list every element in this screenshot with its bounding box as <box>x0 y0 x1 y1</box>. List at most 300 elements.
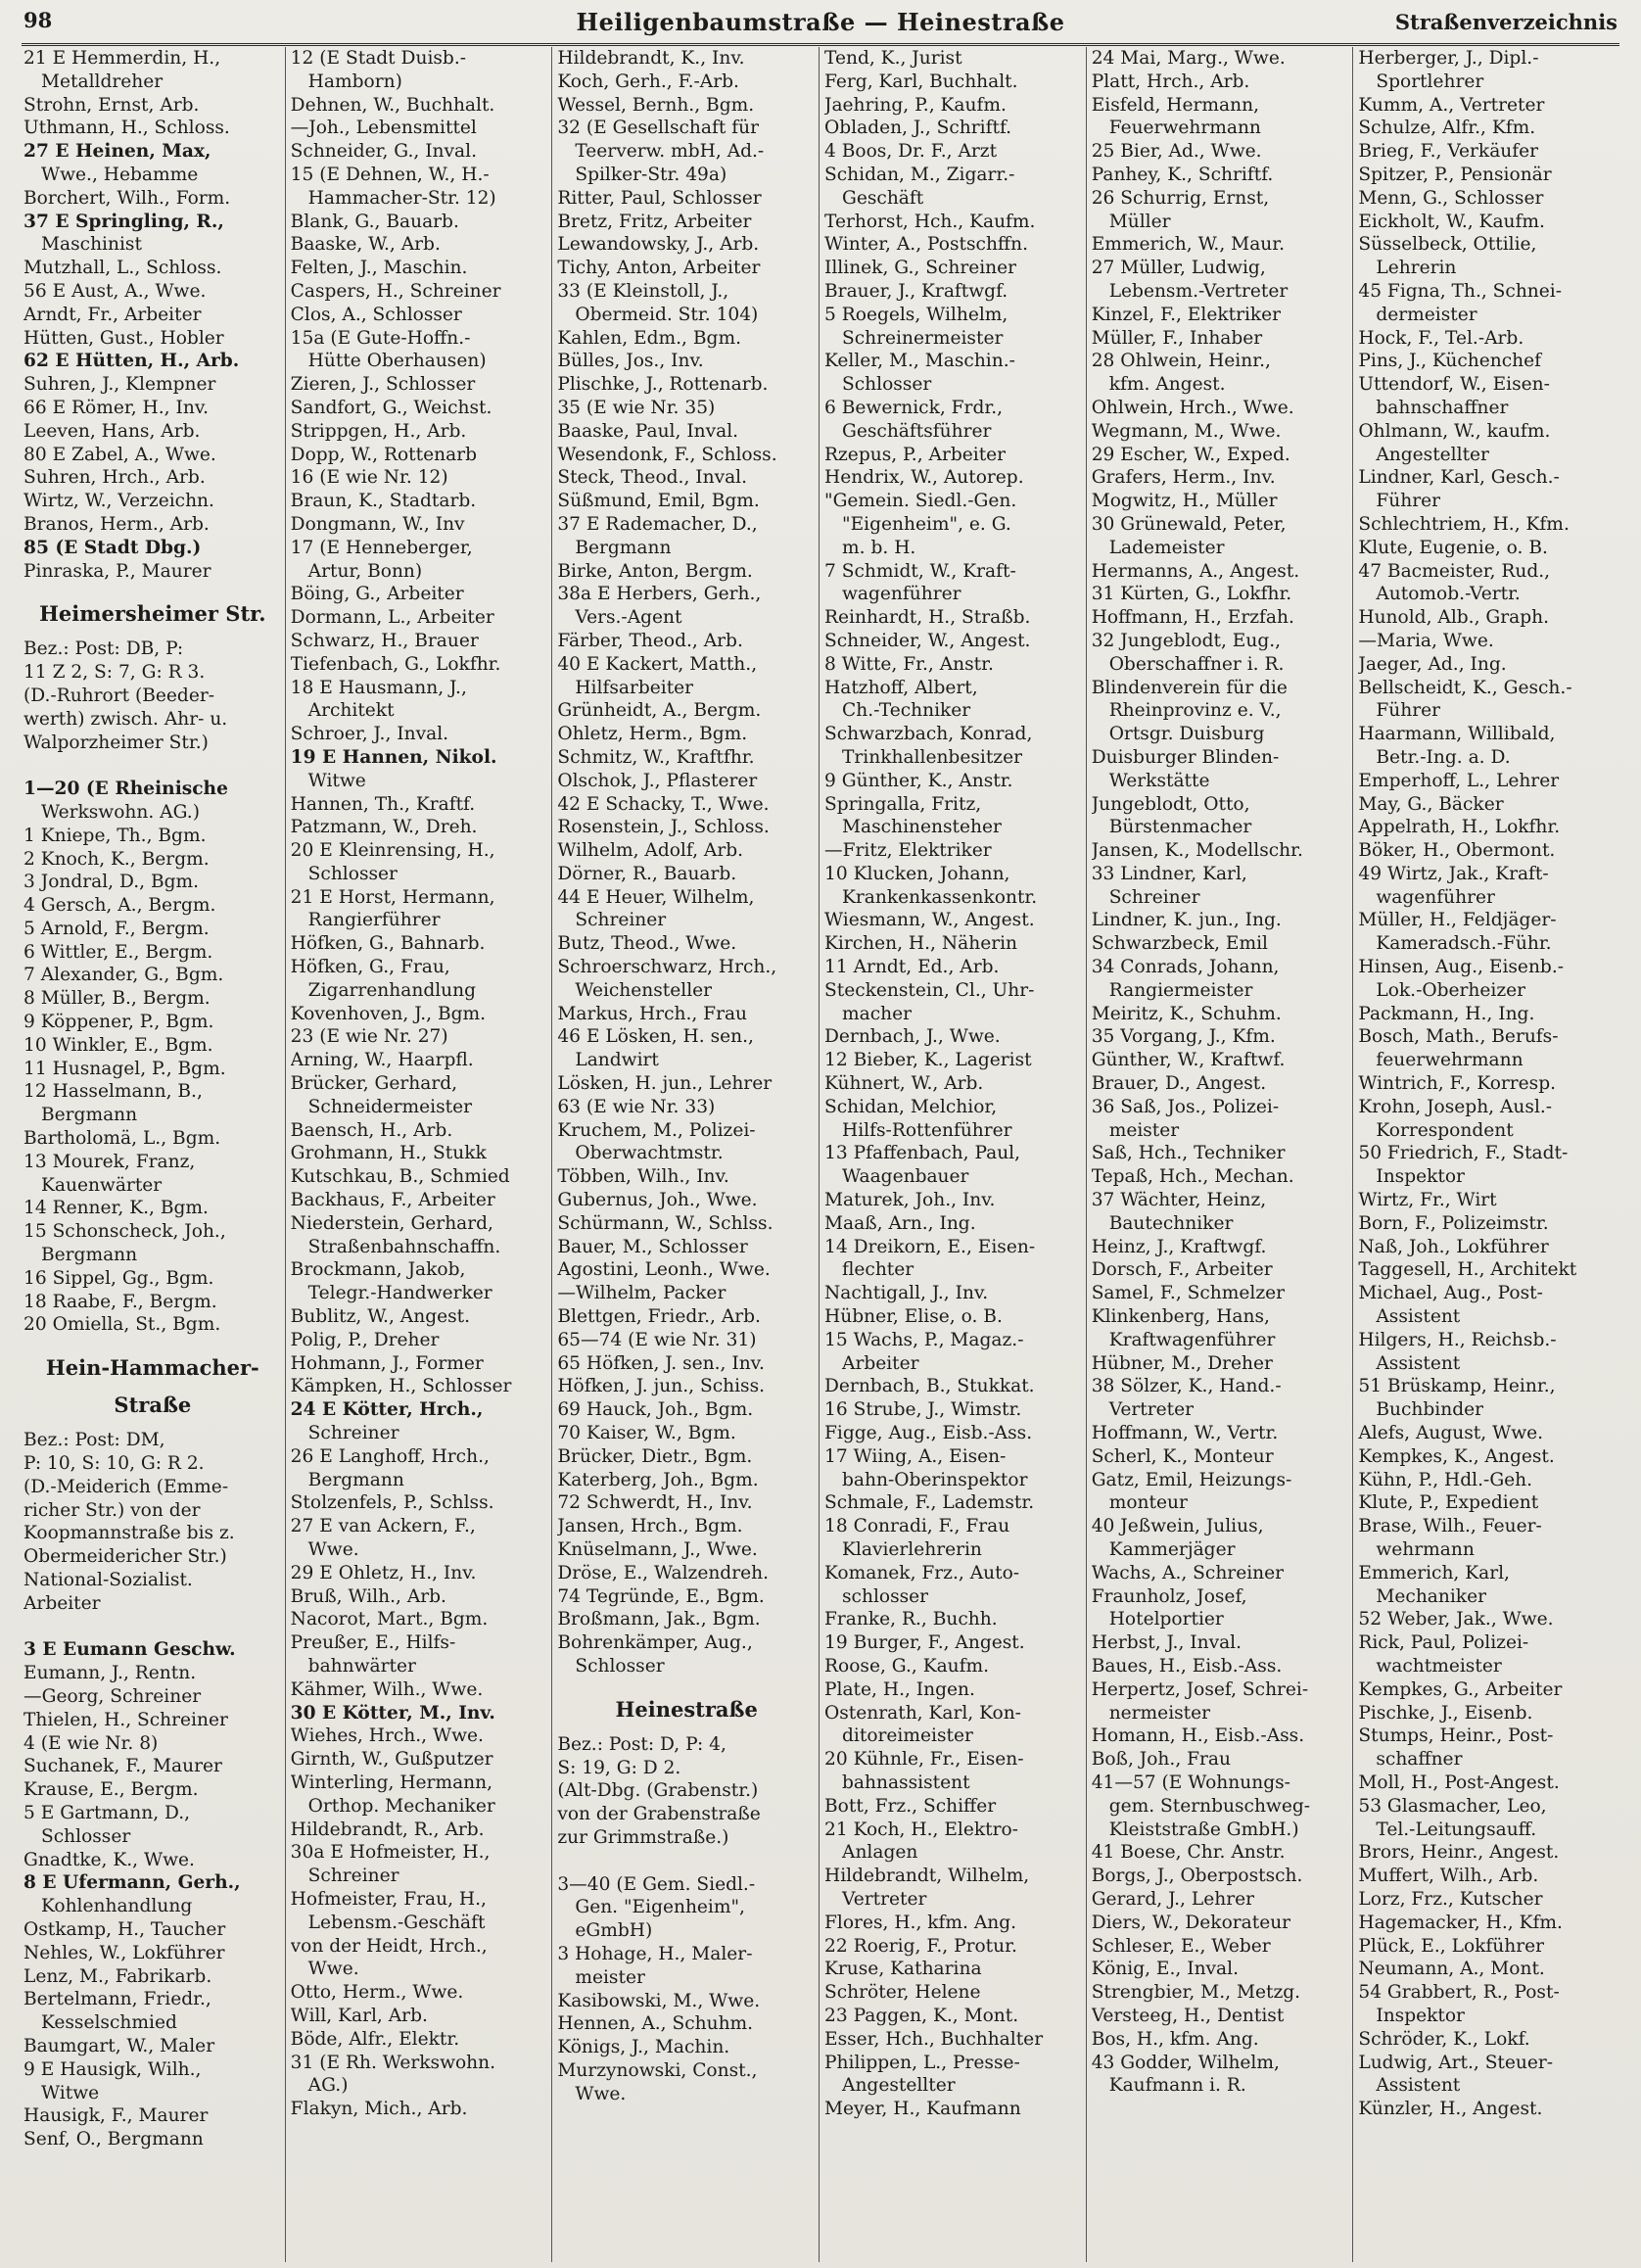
directory-entry: Baumgart, W., Maler <box>23 2035 215 2056</box>
directory-entry: Plate, H., Ingen. <box>824 1678 975 1700</box>
directory-entry: 26 E Langhoff, Hrch., <box>290 1445 490 1467</box>
directory-entry: Haarmann, Willibald, <box>1358 724 1556 745</box>
entry-continuation: Kohlenhandlung <box>41 1896 193 1917</box>
directory-entry: 51 Brüskamp, Heinr., <box>1358 1376 1556 1397</box>
directory-entry: zur Grimmstraße.) <box>557 1826 729 1848</box>
directory-entry: Stumps, Heinr., Post- <box>1358 1725 1554 1747</box>
directory-entry: Michael, Aug., Post- <box>1358 1283 1543 1304</box>
directory-entry: 53 Glasmacher, Leo, <box>1358 1795 1547 1817</box>
entry-continuation: Krankenkassenkontr. <box>842 886 1038 908</box>
directory-entry: Dehnen, W., Buchhalt. <box>290 94 495 116</box>
directory-entry: Dongmann, W., Inv <box>290 513 465 535</box>
directory-entry: 54 Grabbert, R., Post- <box>1358 1982 1560 2004</box>
directory-entry: Kumm, A., Vertreter <box>1358 94 1545 116</box>
directory-entry: 29 E Ohletz, H., Inv. <box>290 1562 477 1583</box>
directory-entry: Schwarzbach, Konrad, <box>824 724 1033 745</box>
directory-entry: Eisfeld, Hermann, <box>1091 94 1259 116</box>
directory-entry: 34 Conrads, Johann, <box>1091 957 1280 978</box>
directory-entry: Wachs, A., Schreiner <box>1091 1562 1285 1583</box>
directory-entry: Steckenstein, Cl., Uhr- <box>824 979 1035 1001</box>
directory-entry: Hildebrandt, Wilhelm, <box>824 1866 1030 1887</box>
entry-continuation: Buchbinder <box>1376 1399 1484 1421</box>
entry-continuation: macher <box>842 1003 913 1024</box>
directory-entry: Pischke, J., Eisenb. <box>1358 1702 1533 1724</box>
entry-continuation: bahnassistent <box>842 1772 970 1793</box>
directory-entry: Bez.: Post: D, P: 4, <box>557 1733 727 1755</box>
directory-entry: Taggesell, H., Architekt <box>1358 1259 1577 1281</box>
directory-entry: Brauer, D., Angest. <box>1091 1073 1267 1095</box>
column-4 <box>819 47 1086 2262</box>
directory-entry: 17 (E Henneberger, <box>290 537 473 558</box>
directory-entry: Rzepus, P., Arbeiter <box>824 444 1007 465</box>
directory-entry: Bohrenkämper, Aug., <box>557 1632 753 1654</box>
directory-entry: Kruse, Katharina <box>824 1959 982 1980</box>
directory-entry: 31 (E Rh. Werkswohn. <box>290 2052 496 2073</box>
directory-entry: Jungeblodt, Otto, <box>1091 793 1250 815</box>
directory-entry: 50 Friedrich, F., Stadt- <box>1358 1143 1569 1164</box>
directory-entry: Bülles, Jos., Inv. <box>557 351 704 372</box>
directory-entry: Wirtz, W., Verzeichn. <box>23 491 214 512</box>
entry-continuation: flechter <box>842 1259 914 1281</box>
directory-entry: 31 Kürten, G., Lokfhr. <box>1091 584 1292 605</box>
directory-entry: Schidan, M., Zigarr.- <box>824 164 1015 185</box>
entry-continuation: wagenführer <box>1376 886 1495 908</box>
directory-entry: Hilgers, H., Reichsb.- <box>1358 1329 1557 1350</box>
directory-entry: Klute, Eugenie, o. B. <box>1358 537 1548 558</box>
entry-continuation: schaffner <box>1376 1749 1463 1771</box>
directory-entry: Klute, P., Expedient <box>1358 1492 1539 1514</box>
directory-entry: 49 Wirtz, Jak., Kraft- <box>1358 863 1549 884</box>
directory-entry: Terhorst, Hch., Kaufm. <box>824 211 1036 232</box>
directory-entry: Schneider, G., Inval. <box>290 141 477 163</box>
directory-entry: 35 (E wie Nr. 35) <box>557 397 716 418</box>
entry-continuation: Wwe. <box>307 1539 359 1560</box>
directory-entry: 17 Wiing, A., Eisen- <box>824 1445 1007 1467</box>
directory-entry: Höfken, G., Bahnarb. <box>290 933 486 955</box>
directory-entry: Brase, Wilh., Feuer- <box>1358 1516 1542 1537</box>
directory-entry: Gerard, J., Lehrer <box>1091 1888 1254 1910</box>
directory-entry: Bez.: Post: DB, P: <box>23 638 184 660</box>
directory-entry: Bott, Frz., Schiffer <box>824 1795 997 1817</box>
directory-entry: Ludwig, Art., Steuer- <box>1358 2052 1554 2073</box>
directory-entry: 4 Boos, Dr. F., Arzt <box>824 141 998 163</box>
entry-continuation: Architekt <box>307 700 395 722</box>
directory-entry: Kühnert, W., Arb. <box>824 1073 984 1095</box>
entry-continuation: Automob.-Vertr. <box>1376 584 1521 605</box>
directory-entry: Figge, Aug., Eisb.-Ass. <box>824 1423 1033 1444</box>
entry-continuation: Lebensm.-Geschäft <box>307 1912 486 1933</box>
entry-continuation: Lehrerin <box>1376 258 1457 279</box>
directory-entry: von der Grabenstraße <box>557 1804 761 1825</box>
entry-continuation: wachtmeister <box>1376 1655 1502 1677</box>
entry-continuation: Kameradsch.-Führ. <box>1376 933 1552 955</box>
directory-entry: Ohlmann, W., kaufm. <box>1358 420 1551 442</box>
directory-entry: Dernbach, J., Wwe. <box>824 1026 1001 1048</box>
directory-entry: Leeven, Hans, Arb. <box>23 420 201 442</box>
entry-continuation: Zigarrenhandlung <box>307 979 477 1001</box>
directory-entry: Tepaß, Hch., Mechan. <box>1091 1166 1294 1188</box>
directory-entry: 2 Knoch, K., Bergm. <box>23 848 210 870</box>
directory-entry: Scherl, K., Monteur <box>1091 1445 1274 1467</box>
directory-entry: Versteeg, H., Dentist <box>1091 2005 1285 2026</box>
directory-entry: Kruchem, M., Polizei- <box>557 1119 756 1141</box>
directory-entry: Backhaus, F., Arbeiter <box>290 1190 495 1211</box>
entry-continuation: Bergmann <box>575 537 672 558</box>
street-heading: Hein-Hammacher- <box>45 1355 259 1381</box>
directory-entry: Hock, F., Tel.-Arb. <box>1358 327 1524 349</box>
directory-entry: Dopp, W., Rottenarb <box>290 444 477 465</box>
directory-entry: 70 Kaiser, W., Bgm. <box>557 1423 736 1444</box>
entry-continuation: Schlosser <box>41 1825 131 1847</box>
directory-entry: 32 (E Gesellschaft für <box>557 118 759 139</box>
directory-entry: Butz, Theod., Wwe. <box>557 933 737 955</box>
directory-entry: Gnadtke, K., Wwe. <box>23 1849 195 1870</box>
directory-entry: Caspers, H., Schreiner <box>290 280 501 302</box>
directory-entry: Lenz, M., Fabrikarb. <box>23 1965 212 1987</box>
directory-entry: 69 Hauck, Joh., Bgm. <box>557 1399 754 1421</box>
directory-entry <box>23 754 282 778</box>
directory-entry: 35 Vorgang, J., Kfm. <box>1091 1026 1276 1048</box>
entry-continuation: Mechaniker <box>1376 1585 1486 1607</box>
directory-entry: 11 Z 2, S: 7, G: R 3. <box>23 662 206 684</box>
directory-entry: 27 E Heinen, Max, <box>23 141 211 163</box>
column-6 <box>1352 47 1619 2262</box>
entry-continuation: Bergmann <box>41 1105 138 1126</box>
directory-entry: Winter, A., Postschffn. <box>824 234 1029 256</box>
entry-continuation: Rheinprovinz e. V., <box>1108 700 1282 722</box>
directory-entry: 5 E Gartmann, D., <box>23 1802 191 1823</box>
entry-continuation: Feuerwehrmann <box>1108 118 1261 139</box>
entry-continuation: Schneidermeister <box>307 1096 473 1117</box>
entry-continuation: Maschinensteher <box>842 817 1002 838</box>
directory-entry <box>557 1850 816 1873</box>
directory-entry: Schroerschwarz, Hrch., <box>557 957 777 978</box>
directory-entry: Kämpken, H., Schlosser <box>290 1376 512 1397</box>
entry-continuation: Angestellter <box>1376 444 1489 465</box>
directory-entry: Bartholomä, L., Bgm. <box>23 1128 221 1150</box>
directory-entry: 33 (E Kleinstoll, J., <box>557 280 729 302</box>
directory-entry: Kinzel, F., Elektriker <box>1091 304 1282 325</box>
street-heading: Heinestraße <box>615 1696 758 1722</box>
directory-entry: Gubernus, Joh., Wwe. <box>557 1190 758 1211</box>
entry-continuation: Vers.-Agent <box>575 607 682 629</box>
entry-continuation: Kleiststraße GmbH.) <box>1108 1819 1299 1840</box>
directory-entry: Tend, K., Jurist <box>824 48 962 69</box>
directory-entry: 16 Sippel, Gg., Bgm. <box>23 1267 214 1289</box>
directory-entry: 12 (E Stadt Duisb.- <box>290 48 467 69</box>
directory-entry: 85 (E Stadt Dbg.) <box>23 537 202 558</box>
entry-continuation: Hotelportier <box>1108 1609 1224 1630</box>
directory-entry: —Wilhelm, Packer <box>557 1283 727 1304</box>
directory-entry: Hennen, A., Schuhm. <box>557 2013 754 2035</box>
entry-continuation: Schreiner <box>307 1866 399 1887</box>
directory-entry: Heinz, J., Kraftwgf. <box>1091 1236 1267 1257</box>
directory-entry: Hildebrandt, K., Inv. <box>557 48 745 69</box>
directory-entry: 24 Mai, Marg., Wwe. <box>1091 48 1286 69</box>
directory-entry: Hoffmann, W., Vertr. <box>1091 1423 1279 1444</box>
directory-entry: Strohn, Ernst, Arb. <box>23 94 200 116</box>
entry-continuation: Anlagen <box>842 1842 918 1864</box>
entry-continuation: kfm. Angest. <box>1108 374 1226 396</box>
directory-entry: P: 10, S: 10, G: R 2. <box>23 1453 205 1475</box>
directory-entry: Lorz, Frz., Kutscher <box>1358 1888 1543 1910</box>
directory-entry: 41—57 (E Wohnungs- <box>1091 1772 1290 1793</box>
directory-entry: 62 E Hütten, H., Arb. <box>23 351 240 372</box>
entry-continuation: Werkstätte <box>1108 770 1210 791</box>
directory-entry: Königs, J., Machin. <box>557 2037 730 2058</box>
entry-continuation: AG.) <box>307 2075 349 2097</box>
directory-entry: 16 Strube, J., Wimstr. <box>824 1399 1022 1421</box>
directory-entry: Keller, M., Maschin.- <box>824 351 1015 372</box>
entry-continuation: Ortsgr. Duisburg <box>1108 724 1265 745</box>
directory-entry: Blindenverein für die <box>1091 677 1288 698</box>
directory-entry: Schneider, W., Angest. <box>824 630 1031 651</box>
directory-entry: Kempkes, G., Arbeiter <box>1358 1678 1563 1700</box>
directory-entry: Alefs, August, Wwe. <box>1358 1423 1544 1444</box>
directory-entry: —Fritz, Elektriker <box>824 840 992 862</box>
entry-continuation: Schreiner <box>575 910 667 931</box>
directory-entry: Süßmund, Emil, Bgm. <box>557 491 760 512</box>
entry-continuation: Orthop. Mechaniker <box>307 1795 495 1817</box>
directory-entry: 32 Jungeblodt, Eug., <box>1091 630 1282 651</box>
entry-continuation: meister <box>1108 1119 1180 1141</box>
directory-entry: May, G., Bäcker <box>1358 793 1504 815</box>
directory-entry: Ostkamp, H., Taucher <box>23 1918 226 1940</box>
directory-entry: Pinraska, P., Maurer <box>23 560 211 582</box>
directory-entry: 18 E Hausmann, J., <box>290 677 467 698</box>
directory-entry: Bellscheidt, K., Gesch.- <box>1358 677 1572 698</box>
page-number: 98 <box>23 8 53 32</box>
directory-entry: Brücker, Gerhard, <box>290 1073 458 1095</box>
section-title: Straßenverzeichnis <box>1394 10 1618 34</box>
directory-entry: Müller, H., Feldjäger- <box>1358 910 1557 931</box>
directory-entry: Lindner, K. jun., Ing. <box>1091 910 1282 931</box>
directory-entry: Wessel, Bernh., Bgm. <box>557 94 755 116</box>
directory-entry: Schwarzbeck, Emil <box>1091 933 1269 955</box>
page-header <box>22 4 1619 46</box>
directory-entry: 4 (E wie Nr. 8) <box>23 1732 159 1754</box>
directory-entry: Lewandowsky, J., Arb. <box>557 234 760 256</box>
directory-entry: 7 Schmidt, W., Kraft- <box>824 560 1016 582</box>
directory-entry: 65—74 (E wie Nr. 31) <box>557 1329 757 1350</box>
directory-entry: Muffert, Wilh., Arb. <box>1358 1866 1539 1887</box>
directory-entry: Meiritz, K., Schuhm. <box>1091 1003 1282 1024</box>
entry-continuation: Lademeister <box>1108 537 1225 558</box>
entry-continuation: Kaufmann i. R. <box>1108 2075 1246 2097</box>
entry-continuation: Arbeiter <box>842 1352 919 1374</box>
directory-entry: —Joh., Lebensmittel <box>290 118 477 139</box>
directory-entry: Künzler, H., Angest. <box>1358 2099 1543 2120</box>
directory-entry: Hausigk, F., Maurer <box>23 2105 209 2127</box>
directory-entry: 18 Conradi, F., Frau <box>824 1516 1010 1537</box>
directory-entry: 66 E Römer, H., Inv. <box>23 397 210 418</box>
directory-entry: Strippgen, H., Arb. <box>290 420 467 442</box>
directory-entry: 15a (E Gute-Hoffn.- <box>290 327 471 349</box>
directory-entry: 28 Ohlwein, Heinr., <box>1091 351 1271 372</box>
directory-entry: Steck, Theod., Inval. <box>557 467 748 489</box>
directory-entry: 11 Arndt, Ed., Arb. <box>824 957 1000 978</box>
directory-entry: Böde, Alfr., Elektr. <box>290 2028 460 2050</box>
directory-entry: 3 Jondral, D., Bgm. <box>23 872 200 893</box>
directory-entry: Baues, H., Eisb.-Ass. <box>1091 1655 1283 1677</box>
directory-entry: Platt, Hrch., Arb. <box>1091 71 1250 92</box>
directory-entry: 15 Schonscheck, Joh., <box>23 1221 226 1243</box>
directory-entry: Hunold, Alb., Graph. <box>1358 607 1550 629</box>
entry-continuation: Ch.-Techniker <box>842 700 971 722</box>
directory-entry: 27 E van Ackern, F., <box>290 1516 476 1537</box>
directory-entry: Ohletz, Herm., Bgm. <box>557 724 748 745</box>
entry-continuation: Inspektor <box>1376 2005 1465 2026</box>
directory-entry: 12 Hasselmann, B., <box>23 1081 203 1103</box>
entry-continuation: Oberwachtmstr. <box>575 1143 724 1164</box>
directory-entry: Eumann, J., Rentn. <box>23 1663 197 1684</box>
directory-entry: Will, Karl, Arb. <box>290 2005 428 2026</box>
directory-entry: Felten, J., Maschin. <box>290 258 468 279</box>
entry-continuation: Schlosser <box>307 863 398 884</box>
entry-continuation: nermeister <box>1108 1702 1211 1724</box>
entry-continuation: Metalldreher <box>41 71 164 92</box>
directory-entry: 33 Lindner, Karl, <box>1091 863 1247 884</box>
directory-entry: Preußer, E., Hilfs- <box>290 1632 456 1654</box>
column-2 <box>285 47 552 2262</box>
directory-entry: Schidan, Melchior, <box>824 1096 998 1117</box>
directory-entry: 5 Roegels, Wilhelm, <box>824 304 1008 325</box>
directory-entry: Jansen, K., Modellschr. <box>1091 840 1303 862</box>
directory-entry: Suhren, Hrch., Arb. <box>23 467 206 489</box>
directory-entry: Lindner, Karl, Gesch.- <box>1358 467 1560 489</box>
directory-entry: 37 E Springling, R., <box>23 211 224 232</box>
entry-continuation: Schreinermeister <box>842 327 1004 349</box>
directory-entry: Kühn, P., Hdl.-Geh. <box>1358 1469 1533 1490</box>
directory-entry: 23 (E wie Nr. 27) <box>290 1026 448 1048</box>
directory-entry: 19 Burger, F., Angest. <box>824 1632 1025 1654</box>
directory-entry: National-Sozialist. <box>23 1570 193 1591</box>
directory-entry: Herbst, J., Inval. <box>1091 1632 1242 1654</box>
directory-entry: Obladen, J., Schriftf. <box>824 118 1012 139</box>
directory-entry: Esser, Hch., Buchhalter <box>824 2028 1044 2050</box>
directory-entry: Arndt, Fr., Arbeiter <box>23 304 202 325</box>
directory-entry: 40 Jeßwein, Julius, <box>1091 1516 1264 1537</box>
entry-continuation: gem. Sternbuschweg- <box>1108 1795 1311 1817</box>
directory-entry: Emperhoff, L., Lehrer <box>1358 770 1560 791</box>
directory-entry: Emmerich, Karl, <box>1358 1562 1510 1583</box>
entry-continuation: Spilker-Str. 49a) <box>575 164 727 185</box>
directory-entry: Wilhelm, Adolf, Arb. <box>557 840 744 862</box>
directory-entry: 15 (E Dehnen, W., H.- <box>290 164 490 185</box>
directory-entry: 30a E Hofmeister, H., <box>290 1842 491 1864</box>
directory-entry: 6 Wittler, E., Bergm. <box>23 941 213 963</box>
entry-continuation: Schlosser <box>842 374 932 396</box>
directory-entry: Grohmann, H., Stukk <box>290 1143 487 1164</box>
directory-entry: von der Heidt, Hrch., <box>290 1935 488 1957</box>
directory-entry: Bos, H., kfm. Ang. <box>1091 2028 1259 2050</box>
directory-entry: 25 Bier, Ad., Wwe. <box>1091 141 1262 163</box>
entry-continuation: Kammerjäger <box>1108 1539 1236 1560</box>
directory-entry: Koch, Gerh., F.-Arb. <box>557 71 739 92</box>
directory-entry: Tichy, Anton, Arbeiter <box>557 258 761 279</box>
directory-entry: 41 Boese, Chr. Anstr. <box>1091 1842 1286 1864</box>
directory-entry: Olschok, J., Pflasterer <box>557 770 758 791</box>
entry-continuation: Schlosser <box>575 1655 665 1677</box>
entry-continuation: schlosser <box>842 1585 929 1607</box>
directory-entry: 21 E Hemmerdin, H., <box>23 48 221 69</box>
directory-entry: 24 E Kötter, Hrch., <box>290 1399 484 1421</box>
entry-continuation: Rangiermeister <box>1108 979 1253 1001</box>
entry-continuation: Betr.-Ing. a. D. <box>1376 746 1511 768</box>
directory-entry: Hendrix, W., Autorep. <box>824 467 1024 489</box>
directory-entry: Grafers, Herm., Inv. <box>1091 467 1276 489</box>
directory-entry: 20 Omiella, St., Bgm. <box>23 1314 221 1336</box>
entry-continuation: Sportlehrer <box>1376 71 1484 92</box>
entry-continuation: Weichensteller <box>575 979 713 1001</box>
directory-entry: Winterling, Hermann, <box>290 1772 493 1793</box>
directory-entry: Agostini, Leonh., Wwe. <box>557 1259 771 1281</box>
directory-entry: Baensch, H., Arb. <box>290 1119 453 1141</box>
directory-entry: 42 E Schacky, T., Wwe. <box>557 793 770 815</box>
entry-continuation: Witwe <box>307 770 366 791</box>
entry-continuation: Schreiner <box>1108 886 1200 908</box>
entry-continuation: Hammacher-Str. 12) <box>307 187 496 209</box>
directory-entry: 7 Alexander, G., Bgm. <box>23 965 224 986</box>
directory-entry: 21 E Horst, Hermann, <box>290 886 495 908</box>
entry-continuation: Inspektor <box>1376 1166 1465 1188</box>
entry-continuation: bahnwärter <box>307 1655 416 1677</box>
entry-continuation: Vertreter <box>1108 1399 1195 1421</box>
directory-entry: Schmale, F., Lademstr. <box>824 1492 1035 1514</box>
directory-entry: 29 Escher, W., Exped. <box>1091 444 1290 465</box>
directory-entry: Rick, Paul, Polizei- <box>1358 1632 1529 1654</box>
directory-entry: Bauer, M., Schlosser <box>557 1236 748 1257</box>
directory-entry: Wiehes, Hrch., Wwe. <box>290 1725 484 1747</box>
entry-continuation: Müller <box>1108 211 1171 232</box>
directory-entry: Arning, W., Haarpfl. <box>290 1050 474 1071</box>
directory-entry: 10 Winkler, E., Bgm. <box>23 1034 213 1056</box>
directory-entry: Borchert, Wilh., Form. <box>23 187 231 209</box>
entry-continuation: Maschinist <box>41 234 142 256</box>
directory-entry: 47 Bacmeister, Rud., <box>1358 560 1551 582</box>
column-1 <box>22 47 285 2262</box>
directory-entry: Maaß, Arn., Ing. <box>824 1212 976 1234</box>
entry-continuation: wagenführer <box>842 584 961 605</box>
directory-entry: werth) zwisch. Ahr- u. <box>23 708 228 730</box>
directory-entry: Borgs, J., Oberpostsch. <box>1091 1866 1303 1887</box>
directory-entry: Wintrich, F., Korresp. <box>1358 1073 1557 1095</box>
directory-entry: Wegmann, M., Wwe. <box>1091 420 1282 442</box>
directory-entry: Bosch, Math., Berufs- <box>1358 1026 1559 1048</box>
directory-entry: 46 E Lösken, H. sen., <box>557 1026 754 1048</box>
directory-entry: Hagemacker, H., Kfm. <box>1358 1912 1563 1933</box>
directory-entry: Brockmann, Jakob, <box>290 1259 466 1281</box>
directory-entry: 37 Wächter, Heinz, <box>1091 1190 1267 1211</box>
entry-continuation: Artur, Bonn) <box>307 560 423 582</box>
directory-entry: Otto, Herm., Wwe. <box>290 1982 464 2004</box>
directory-entry: Roose, G., Kaufm. <box>824 1655 990 1677</box>
directory-entry: Ostenrath, Karl, Kon- <box>824 1702 1021 1724</box>
entry-continuation: Kesselschmied <box>41 2012 177 2034</box>
directory-entry: 40 E Kackert, Matth., <box>557 653 758 675</box>
directory-entry: Böing, G., Arbeiter <box>290 584 464 605</box>
entry-continuation: Hilfsarbeiter <box>575 677 694 698</box>
directory-entry: Kahlen, Edm., Bgm. <box>557 327 741 349</box>
directory-entry: Brors, Heinr., Angest. <box>1358 1842 1560 1864</box>
directory-entry: 1 Kniepe, Th., Bgm. <box>23 825 207 846</box>
directory-entry: Bez.: Post: DM, <box>23 1430 165 1451</box>
directory-entry: Dorsch, F., Arbeiter <box>1091 1259 1273 1281</box>
directory-entry: Rosenstein, J., Schloss. <box>557 817 770 838</box>
directory-entry: Kutschkau, B., Schmied <box>290 1166 510 1188</box>
directory-entry: Emmerich, W., Maur. <box>1091 234 1286 256</box>
directory-entry: 30 Grünewald, Peter, <box>1091 513 1287 535</box>
